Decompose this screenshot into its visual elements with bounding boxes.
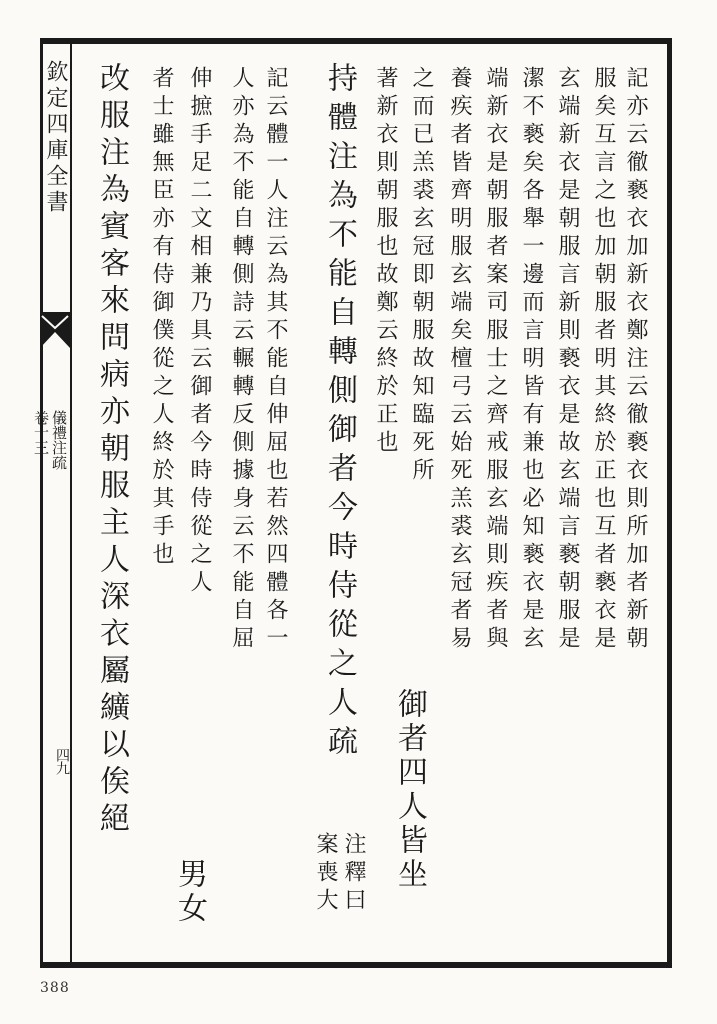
- margin-divider: [70, 44, 72, 962]
- main-text-column: 持體注為不能自轉側御者今時侍從之人疏: [322, 62, 357, 764]
- footer-mark: 388: [40, 980, 70, 996]
- commentary-column: 記亦云徹褻衣加新衣鄭注云徹褻衣則所加者新朝: [623, 66, 648, 654]
- commentary-column: 者士雖無臣亦有侍御僕從之人終於其手也: [149, 66, 174, 570]
- volume-number: 卷十三: [32, 410, 50, 455]
- page-number: 四九: [54, 748, 70, 774]
- main-text-column: 改服注為賓客來問病亦朝服主人深衣屬纊以俟絕: [94, 62, 129, 839]
- commentary-column: 著新衣則朝服也故鄭云終於正也: [373, 66, 398, 458]
- commentary-column: 玄端新衣是朝服言新則褻衣是故玄端言褻朝服是: [555, 66, 580, 654]
- commentary-column: 記云體一人注云為其不能自伸屈也若然四體各一: [263, 66, 288, 654]
- commentary-column: 端新衣是朝服者案司服士之齊戒服玄端則疾者與: [483, 66, 508, 654]
- main-text-column: 男女: [172, 858, 207, 926]
- commentary-column: 之而已羔裘玄冠即朝服故知臨死所: [409, 66, 434, 486]
- commentary-column: 服矣互言之也加朝服者明其終於正也互者褻衣是: [591, 66, 616, 654]
- volume-title: 儀禮注疏: [50, 410, 68, 470]
- commentary-column: 注釋曰: [341, 832, 366, 916]
- commentary-column: 伸摭手足二文相兼乃具云御者今時侍從之人: [187, 66, 212, 598]
- main-text-column: 御者四人皆坐: [392, 688, 427, 892]
- commentary-column: 案喪大: [313, 832, 338, 916]
- commentary-column: 人亦為不能自轉側詩云輾轉反側據身云不能自屈: [229, 66, 254, 654]
- fish-tail-ornament: [40, 312, 70, 348]
- collection-title: 欽定四庫全書: [43, 60, 68, 216]
- commentary-column: 養疾者皆齊明服玄端矣檀弓云始死羔裘玄冠者易: [447, 66, 472, 654]
- commentary-column: 潔不褻矣各舉一邊而言明皆有兼也必知褻衣是玄: [519, 66, 544, 654]
